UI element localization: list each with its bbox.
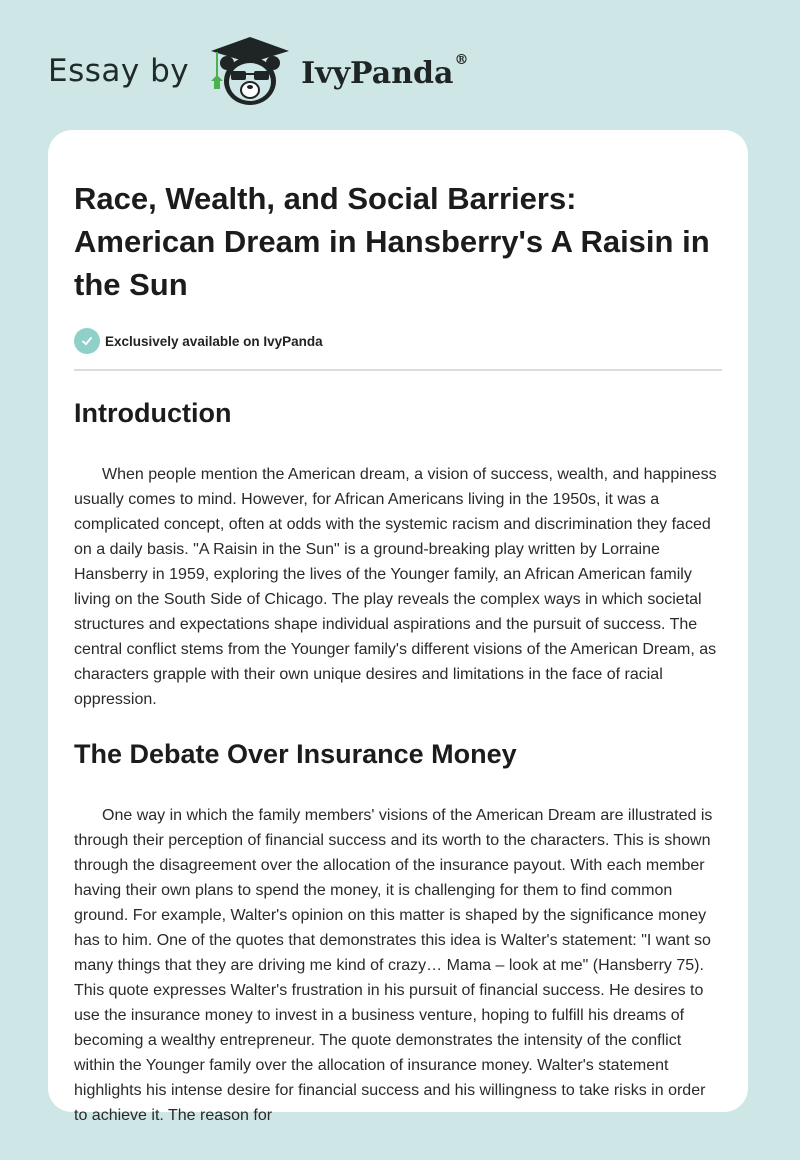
registered-mark: ®	[454, 51, 469, 68]
divider	[74, 369, 722, 371]
brand-name[interactable]	[301, 51, 469, 91]
panda-graduate-icon[interactable]	[207, 35, 293, 107]
page-title: Race, Wealth, and Social Barriers: American Dream in Hansberry's A Raisin in the Sun	[74, 181, 710, 302]
paragraph-introduction: When people mention the American dream, a vision of success, wealth, and happiness usually comes to mind. However, for African Americans living in the 1950s, it was a complicated concept, often at odds with the systemic racism and discrimination they faced on a daily basis. "A Raisin in the Sun" is a ground-breaking play written by Lorraine Hansberry in 1959, exploring the lives of the Younger family, an African American family living on the South Side of Chicago. The play reveals the complex ways in which societal structures and expectations shape individual aspirations and the pursuit of success. The central conflict stems from the Younger family's different visions of the American Dream, as characters grapple with their own unique desires and limitations in the face of racial oppression.	[74, 466, 717, 708]
site-header	[48, 36, 468, 106]
essay-card	[48, 130, 748, 1124]
check-circle-icon	[74, 328, 100, 354]
essay-by-label: Essay by	[48, 53, 190, 89]
section-heading-introduction: Introduction	[74, 398, 232, 428]
badge-text: Exclusively available on IvyPanda	[105, 333, 323, 349]
brand-text: IvyPanda	[301, 55, 454, 91]
section-heading-insurance-debate: The Debate Over Insurance Money	[74, 739, 517, 769]
paragraph-insurance-debate: One way in which the family members' visions of the American Dream are illustrated is through their perception of financial success and its worth to the characters. This is shown through the disagreement over the allocation of the insurance payout. With each member having their own plans to spend the money, it is challenging for them to find common ground. For example, Walter's opinion on this matter is shaped by the significance money has to him. One of the quotes that demonstrates this idea is Walter's statement: "I want so many things that they are driving me kind of crazy… Mama – look at me" (Hansberry 75). This quote expresses Walter's frustration in his pursuit of financial success. He desires to use the insurance money to invest in a business venture, hoping to fulfill his dreams of becoming a wealthy entrepreneur. The quote demonstrates the intensity of the conflict within the Younger family over the allocation of insurance money. Walter's statement highlights his intense desire for financial success and his willingness to take risks in order to achieve it. The reason for	[74, 807, 713, 1124]
exclusive-badge	[74, 328, 722, 354]
